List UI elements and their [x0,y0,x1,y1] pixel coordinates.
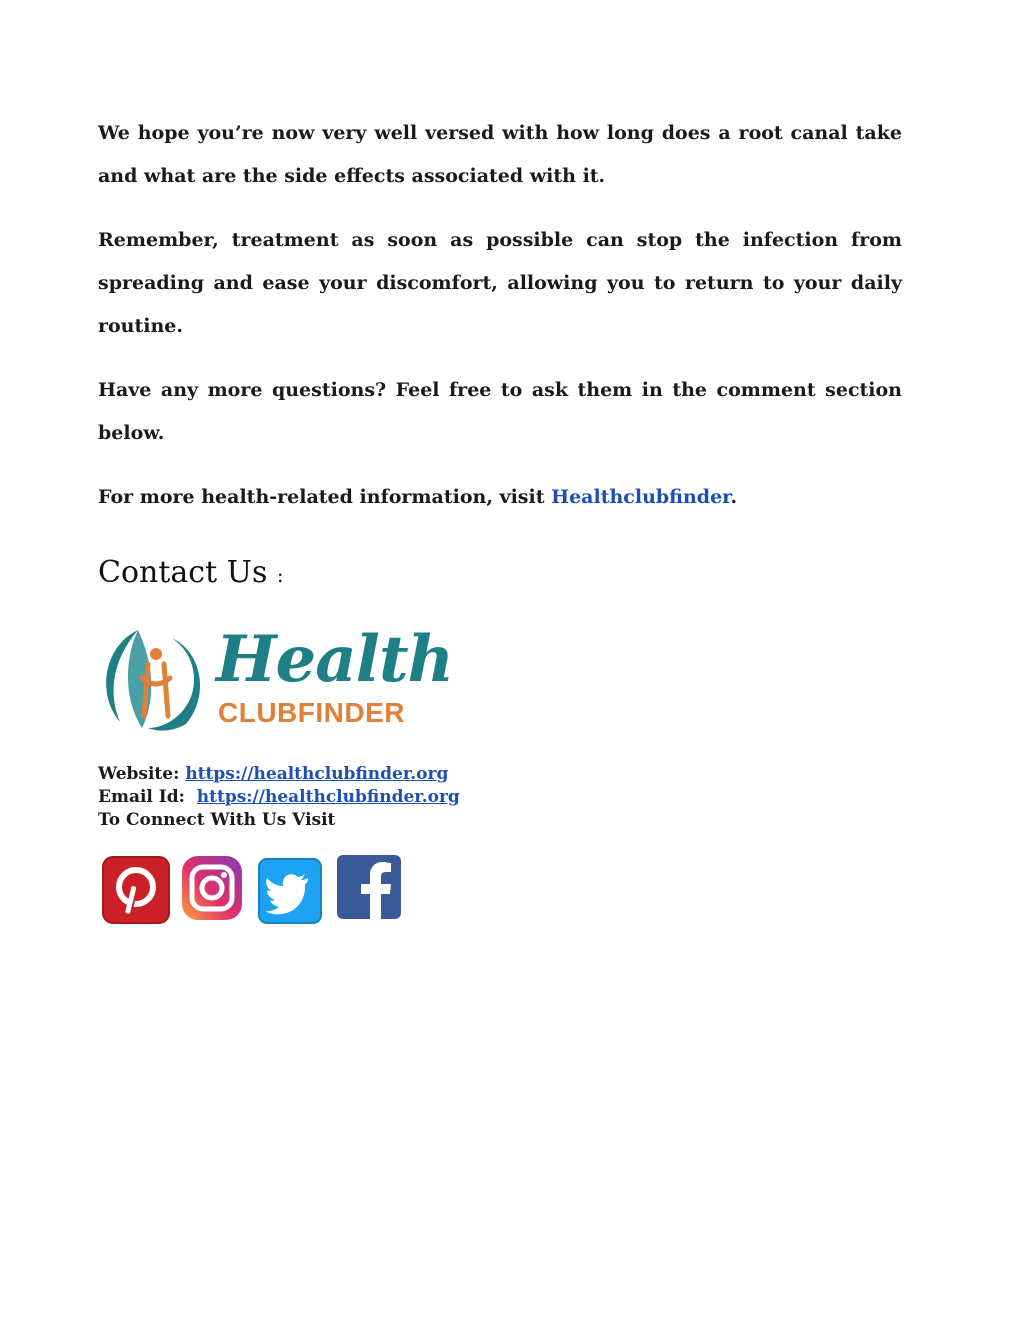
contact-us-heading [98,553,902,595]
website-link[interactable]: https://healthclubfinder.org [185,764,449,784]
email-row [98,786,460,809]
contact-us-title: Contact Us [98,555,268,590]
pinterest-icon[interactable] [102,856,170,924]
logo-subtitle: CLUBFINDER [218,697,405,728]
logo-emblem-icon [98,624,210,736]
paragraph-questions: Have any more questions? Feel free to ask them in the comment section below. [98,379,902,444]
facebook-icon[interactable] [336,854,402,920]
connect-text: To Connect With Us Visit [98,810,336,830]
more-info-period: . [730,486,738,508]
website-row [98,763,460,786]
healthclubfinder-link[interactable]: Healthclubfinder [551,486,731,508]
logo-word: Health [216,622,454,697]
more-info-text: For more health-related information, visit [98,486,552,508]
social-icons [100,852,410,924]
paragraph-treatment: Remember, treatment as soon as possible can stop the infection from spreading and ease your discomfort, allowing you to return to your daily routine. [98,229,902,337]
twitter-icon[interactable] [258,858,322,924]
email-link[interactable]: https://healthclubfinder.org [196,787,460,807]
document-body [98,112,902,595]
healthclubfinder-logo [98,622,454,736]
contact-us-colon: : [276,563,284,587]
contact-details [98,763,460,832]
email-label: Email Id: [98,787,197,807]
paragraph-more-info [98,476,902,519]
paragraph-summary: We hope you’re now very well versed with how long does a root canal take and what are the side effects associated with it. [98,122,902,187]
instagram-icon[interactable] [180,852,244,924]
website-label: Website: [98,764,186,784]
